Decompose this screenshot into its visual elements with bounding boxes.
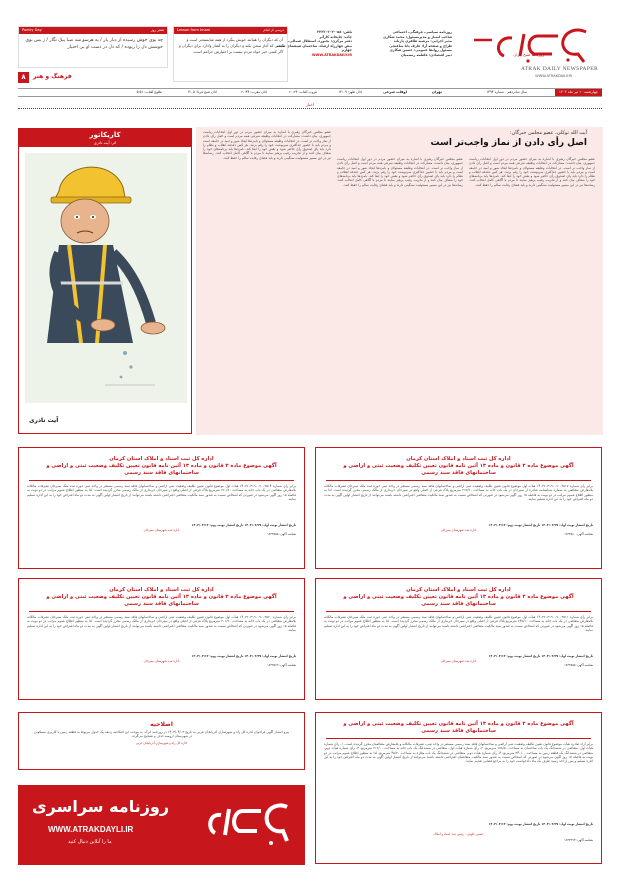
- correction-signer: اداره کل راه و شهرسازی آذربایجان غربی: [135, 740, 188, 745]
- owner-line: مدیر اجرایی: مرضیه طاهری پارتاند: [393, 39, 452, 44]
- caricature-caption: آیت نادری: [29, 417, 59, 424]
- imam-quote-label: درسی از امام: [263, 28, 284, 32]
- prayer-time: اذان ظهر: ۱۳:۰۹: [338, 90, 362, 94]
- interview-column-1: عضو مجلس خبرگان رهبری با اشاره به میزان حضور مردم در دور اول انتخابات ریاست جمهوری، بیان داشت: مشارکت در انتخابات وظیفه شرعی همه مردم است و اصل رأی دادن از نماز واجب تر است. در انتخابات وظیفه مسئولان و نامزدها ایجاد شور و امید در جامعه است و مردم باید با حضور حداکثری سرنوشت خود را رقم بزنند. هر کس دغدغه انقلاب و نظام را دارد باید پای صندوق رأی حاضر شود و نقش خود را ایفا کند. نامزدها باید برنامه‌های خود را شفاف بیان کنند و از تخریب رقیب پرهیز نمایند تا مردم با آگاهی کامل انتخاب کنند. رسانه‌ها نیز در این مسیر مسئولیت سنگینی دارند و باید فضای رقابت سالم را حفظ کنند.: [469, 157, 595, 187]
- prayer-label: اوقات شرعی: [383, 90, 407, 94]
- ad-body: برابر رأی شماره ۱۴۰۳۶۰۳۱۹۰۰۹۰۰۳۵۱۱ هیأت اول موضوع قانون تعیین تکلیف وضعیت ثبتی اراضی و ساختمانهای فاقد سند رسمی مستقر در واحد ثبتی حوزه ثبت ملک سیرجان تصرفات مالکانه بلامعارض متقاضی در یک باب خانه به مساحت ۲۴۵/۱۰ مترمربع پلاک فرعی از اصلی واقع در سیرجان خریداری از مالک رسمی محرز گردیده است. لذا به منظور اطلاع عموم مراتب در دو نوبت به فاصله ۱۵ روز آگهی می‌شود در صورتی که اشخاص نسبت به صدور سند مالکیت متقاضی اعتراضی داشته باشند می‌توانند از تاریخ انتشار اولین آگهی به مدت دو ماه اعتراض خود را به این اداره تسلیم نمایند.: [324, 615, 593, 632]
- owner-info: [360, 30, 452, 58]
- ad-rule: [326, 738, 591, 739]
- ad-code: شناسه آگهی: ۱۶۳۳۵۶۲: [267, 663, 296, 667]
- ad-notice: [315, 447, 602, 569]
- caricature-box: [18, 128, 192, 434]
- poem-label-en: Poetry Day: [22, 28, 42, 32]
- ad-signer: اداره ثبت شهرستان سیرجان: [440, 528, 477, 532]
- ad-signer: اداره ثبت شهرستان سیرجان: [440, 659, 477, 663]
- page-tag: [18, 72, 80, 83]
- ad-org: اداره کل ثبت اسناد و املاک استان کرمان: [406, 587, 511, 593]
- date-strip: [18, 88, 602, 97]
- caricature-header: [19, 129, 191, 147]
- contact-line: نبش چهارراه ارشاد، ساختمان شیشه‌ای طبقه چهارم: [276, 43, 352, 53]
- promo-slogan: ما را آنلاین دنبال کنید: [68, 839, 112, 845]
- date-city: تهران: [431, 90, 442, 94]
- logo-block: [464, 26, 602, 82]
- caricature-artist: اثر: آیت نادری: [93, 140, 117, 145]
- ad-org: اداره کل ثبت اسناد و املاک استان کرمان: [109, 587, 214, 593]
- date-issue: سال شانزدهم - شماره ۱۴۹۴: [486, 90, 527, 94]
- promo-banner: [18, 785, 305, 865]
- page-number: ۸: [18, 72, 29, 83]
- ad-notice: [18, 578, 305, 700]
- ad-dates: تاریخ انتشار نوبت اول: ۱۴۰۳/۰۳/۲۹ تاریخ انتشار نوبت دوم: ۱۴۰۳/۰۴/۱۳: [191, 523, 296, 527]
- prayer-time: اذان صبح فردا: ۴:۰۵: [188, 90, 217, 94]
- ad-rule: [326, 480, 591, 481]
- ad-dates: تاریخ انتشار نوبت اول: ۱۴۰۳/۰۳/۲۹ تاریخ انتشار نوبت دوم: ۱۴۰۳/۰۴/۱۳: [488, 654, 593, 658]
- prayer-time: طلوع آفتاب: ۵:۵۱: [136, 90, 162, 94]
- imam-quote-box: [173, 26, 288, 82]
- contact-line: چاپ: چاپخانه کارآثر: [319, 34, 352, 39]
- ad-notice: [315, 578, 602, 700]
- ad-body: برابر رأی شماره ۱۴۰۳۶۰۳۱۹۰۰۹۰۰۳۵۱۷ هیأت اول موضوع قانون تعیین تکلیف وضعیت ثبتی اراضی و ساختمانهای فاقد سند رسمی مستقر در واحد ثبتی حوزه ثبت ملک سیرجان تصرفات مالکانه بلامعارض متقاضی به شماره شناسنامه صادره از سیرجان در یک باب خانه به مساحت ۲۶۷/۶۰ مترمربع پلاک فرعی از اصلی واقع در سیرجان خریداری از مالک رسمی محرز گردیده است. لذا به منظور اطلاع عموم مراتب در دو نوبت به فاصله ۱۵ روز آگهی می‌شود در صورتی که اشخاص نسبت به صدور سند مالکیت متقاضی اعتراضی داشته باشند می‌توانند از تاریخ انتشار اولین آگهی به مدت دو ماه اعتراض خود را به این اداره تسلیم نمایند.: [324, 484, 593, 501]
- logo-subtitle: روزنامه صبح ایران: [513, 52, 544, 57]
- caricature-title: کاریکاتور: [89, 131, 121, 139]
- ad-title: آگهی موضوع ماده ۳ قانون و ماده ۱۳ آئین نامه قانون تعیین تکلیف وضعیت ثبتی و اراضی و ساختمانهای فاقد سند رسمی: [343, 721, 574, 734]
- ad-rule: [29, 480, 294, 481]
- interview-column-3: عضو مجلس خبرگان رهبری با اشاره به میزان حضور مردم در دور اول انتخابات ریاست جمهوری، بیان داشت: مشارکت در انتخابات وظیفه شرعی همه مردم است و اصل رأی دادن از نماز واجب تر است. در انتخابات وظیفه مسئولان و نامزدها ایجاد شور و امید در جامعه است و مردم باید با حضور حداکثری سرنوشت خود را رقم بزنند. هر کس دغدغه انقلاب و نظام را دارد باید پای صندوق رأی حاضر شود و نقش خود را ایفا کند. نامزدها باید برنامه‌های خود را شفاف بیان کنند و از تخریب رقیب پرهیز نمایند تا مردم با آگاهی کامل انتخاب کنند. رسانه‌ها نیز در این مسیر مسئولیت سنگینی دارند و باید فضای رقابت سالم را حفظ کنند.: [203, 130, 331, 160]
- ad-body: برابر آراء صادره هیأت موضوع قانون تعیین تکلیف وضعیت ثبتی اراضی و ساختمانهای فاقد سند رسمی مستقر در واحد ثبتی، تصرفات مالکانه و بلامعارض متقاضیان محرز گردیده است. ۱- رأی شماره هیأت اول، متقاضی در ششدانگ یک باب ساختمان به مساحت ۱۸۸/۵۰ مترمربع. ۲- رأی شماره هیأت اول، متقاضی در ششدانگ یک باب خانه به مساحت ۲۱۲/۰۰ مترمربع. ۳- رأی شماره هیأت دوم، متقاضی در ششدانگ یک قطعه زمین به مساحت ۳۴۰/۰۰ مترمربع. ۴- رأی شماره هیأت دوم، متقاضی در ششدانگ یک باب مغازه به مساحت ۴۵/۲۰ مترمربع. لذا به منظور اطلاع عموم مراتب در دو نوبت به فاصله ۱۵ روز آگهی می‌شود در صورتی که اشخاص نسبت به صدور سند مالکیت متقاضیان اعتراضی داشته باشند می‌توانند از تاریخ انتشار اولین آگهی به مدت دو ماه اعتراض خود را به این اداره تسلیم و پس از اخذ رسید ظرف یک ماه دادخواست خود را به مراجع قضایی تقدیم نمایند.: [324, 742, 594, 764]
- ad-rule: [29, 611, 294, 612]
- section-label: اخبار: [306, 102, 314, 107]
- ad-code: شناسه آگهی: ۱۶۳۳۵۵۵: [564, 663, 593, 667]
- interview-headline: اصل رأی دادن از نماز واجب‌تر است: [430, 138, 587, 148]
- ad-title: آگهی موضوع ماده ۳ قانون و ماده ۱۳ آئین نامه قانون تعیین تکلیف وضعیت ثبتی و اراضی و ساختمانهای فاقد سند رسمی: [343, 594, 574, 607]
- page-section: فرهنگ و هنر: [33, 73, 72, 80]
- owner-line: دبیر اقتصادی: فاطمه رستمیان: [400, 52, 452, 57]
- ad-code: شناسه آگهی: ۱۶۳۳۹۹۳: [564, 838, 593, 842]
- ad-body: برابر رأی شماره ۱۴۰۳۶۰۳۱۹۰۰۹۰۰۳۵۱۴ هیأت اول موضوع قانون تعیین تکلیف وضعیت ثبتی اراضی و ساختمانهای فاقد سند رسمی مستقر در واحد ثبتی حوزه ثبت ملک سیرجان تصرفات مالکانه بلامعارض متقاضی در یک باب خانه به مساحت ۲۲۰/۸۰ مترمربع پلاک فرعی از اصلی واقع در سیرجان خریداری از مالک رسمی محرز گردیده است. لذا به منظور اطلاع عموم مراتب در دو نوبت به فاصله ۱۵ روز آگهی می‌شود در صورتی که اشخاص نسبت به صدور سند مالکیت متقاضی اعتراضی داشته باشند می‌توانند از تاریخ انتشار اولین آگهی به مدت دو ماه اعتراض خود را به این اداره تسلیم نمایند.: [27, 484, 296, 501]
- ad-title: آگهی موضوع ماده ۳ قانون و ماده ۱۳ آئین نامه قانون تعیین تکلیف وضعیت ثبتی و اراضی و ساختمانهای فاقد سند رسمی: [46, 594, 277, 607]
- masthead: [18, 26, 602, 86]
- masthead-website[interactable]: WWW.ATRAKDAILY.IR: [535, 74, 572, 78]
- ad-org: اداره کل ثبت اسناد و املاک استان کرمان: [406, 456, 511, 462]
- owner-line: طراح و صفحه آرا: عارف یاتا ساعتچی: [389, 43, 452, 48]
- ad-title: آگهی موضوع ماده ۳ قانون و ماده ۱۳ آئین نامه قانون تعیین تکلیف وضعیت ثبتی و اراضی و ساختمانهای فاقد سند رسمی: [343, 463, 574, 476]
- imam-quote-text: آن که دیگران را همانند خویش بنگرد از همه شایسته‌تر است و کسی که آغاز سخن نکند و دیگران را به گفتار وادارد برای دیگران و اگر کسی خیر خواه مردم نیست بر اختیارش حرامم است.: [178, 37, 283, 54]
- correction-body: پیرو انتشار آگهی فراخوان اداره کل راه و شهرسازی آذربایجان غربی به تاریخ ۱۴۰۳/۰۴/۰۳ در روزنامه اترک، به موجب این اصلاحیه ردیف یک جدول مربوط به قطعه زمین با کاربری مسکونی در شهرستان ارومیه حذف و تصحیح می‌گردد.: [33, 730, 290, 739]
- imam-quote-header: [174, 27, 287, 34]
- prayer-time: غروب آفتاب: ۲۰:۲۳: [288, 90, 317, 94]
- paper-name-en: ATRAK DAILY NEWSPAPER: [520, 66, 598, 72]
- promo-big-text: روزنامه سراسری: [32, 797, 170, 816]
- ad-code: شناسه آگهی: ۱۶۳۳۵۵۸: [267, 532, 296, 536]
- interview-column-2: عضو مجلس خبرگان رهبری با اشاره به میزان حضور مردم در دور اول انتخابات ریاست جمهوری، بیان داشت: مشارکت در انتخابات وظیفه شرعی همه مردم است و اصل رأی دادن از نماز واجب تر است. در انتخابات وظیفه مسئولان و نامزدها ایجاد شور و امید در جامعه است و مردم باید با حضور حداکثری سرنوشت خود را رقم بزنند. هر کس دغدغه انقلاب و نظام را دارد باید پای صندوق رأی حاضر شود و نقش خود را ایفا کند. نامزدها باید برنامه‌های خود را شفاف بیان کنند و از تخریب رقیب پرهیز نمایند تا مردم با آگاهی کامل انتخاب کنند. رسانه‌ها نیز در این مسیر مسئولیت سنگینی دارند و باید فضای رقابت سالم را حفظ کنند.: [337, 157, 463, 187]
- poem-text: چه بوی خوش رسیده از دیار یار / به هرسو شد صبا پیک نگار / ز بس بوی خوشش دل را ربوده / که دل در دست او بی اختیار: [25, 38, 163, 51]
- imam-quote-label-en: Lesson from Imam: [177, 28, 211, 32]
- poem-header: [19, 27, 167, 34]
- section-rule: [18, 108, 602, 109]
- interview-kicker: آیت الله توکلی، عضو مجلس خبرگان:: [509, 130, 587, 136]
- contact-website[interactable]: WWW.ATRAKDAILY.IR: [311, 52, 352, 57]
- ad-signer: حسین جلوئی - رئیس ثبت اسناد و املاک: [433, 832, 484, 836]
- section-strip: [18, 102, 602, 110]
- owner-line: صاحب امتیاز و مدیرمسئول: محمد شکاری: [382, 34, 452, 39]
- news-panel: [196, 127, 603, 435]
- logo-emblem: [468, 26, 598, 66]
- contact-line: تلفن: ۰۵۸-۳۲۲۲۰۳۰۳: [317, 30, 352, 34]
- ad-title: آگهی موضوع ماده ۳ قانون و ماده ۱۳ آئین نامه قانون تعیین تکلیف وضعیت ثبتی و اراضی و ساختمانهای فاقد سند رسمی: [46, 463, 277, 476]
- ad-signer: اداره ثبت شهرستان سیرجان: [143, 528, 180, 532]
- ad-signer: اداره ثبت شهرستان سیرجان: [143, 659, 180, 663]
- contact-line: دفتر مرکزی: بجنورد، استقلال شمالی،: [288, 39, 352, 44]
- ad-dates: تاریخ انتشار نوبت اول: ۱۴۰۳/۰۳/۲۹ تاریخ انتشار نوبت دوم: ۱۴۰۳/۰۴/۱۳: [488, 822, 593, 826]
- caricature-illustration: [25, 153, 187, 403]
- ad-dates: تاریخ انتشار نوبت اول: ۱۴۰۳/۰۳/۲۹ تاریخ انتشار نوبت دوم: ۱۴۰۳/۰۴/۱۳: [191, 654, 296, 658]
- ad-notice-large: [315, 712, 602, 864]
- poem-label: شعر روز: [150, 28, 164, 32]
- date-weekday: چهارشنبه ۱۰ تیر ماه ۱۴۰۳: [555, 89, 602, 96]
- promo-logo: [203, 799, 295, 851]
- poem-box: [18, 26, 168, 68]
- correction-notice: [18, 712, 305, 770]
- ad-org: اداره کل ثبت اسناد و املاک استان کرمان: [109, 456, 214, 462]
- ad-dates: تاریخ انتشار نوبت اول: ۱۴۰۳/۰۳/۲۹ تاریخ انتشار نوبت دوم: ۱۴۰۳/۰۴/۱۳: [488, 523, 593, 527]
- ad-notice: [18, 447, 305, 569]
- owner-line: مسئول روابط عمومی: حسین شکاری: [389, 48, 452, 53]
- promo-website[interactable]: WWW.ATRAKDAYLI.IR: [48, 825, 134, 834]
- prayer-time: اذان مغرب: ۲۰:۴۴: [240, 90, 267, 94]
- ad-body: برابر رأی شماره ۱۴۰۳۶۰۳۱۹۰۰۹۰۰۳۵۲۰ هیأت اول موضوع قانون تعیین تکلیف وضعیت ثبتی اراضی و ساختمانهای فاقد سند رسمی مستقر در واحد ثبتی حوزه ثبت ملک سیرجان تصرفات مالکانه بلامعارض متقاضی در یک باب خانه به مساحت ۳۰۱/۲۰ مترمربع پلاک فرعی از اصلی واقع در سیرجان خریداری از مالک رسمی محرز گردیده است. لذا به منظور اطلاع عموم مراتب در دو نوبت به فاصله ۱۵ روز آگهی می‌شود در صورتی که اشخاص نسبت به صدور سند مالکیت متقاضی اعتراضی داشته باشند می‌توانند از تاریخ انتشار اولین آگهی به مدت دو ماه اعتراض خود را به این اداره تسلیم نمایند.: [27, 615, 296, 632]
- owner-line: روزنامه سیاسی، فرهنگی، اجتماعی: [392, 30, 452, 34]
- ad-code: شناسه آگهی: ۱۶۳۳۵۶۰: [564, 532, 593, 536]
- ad-rule: [326, 611, 591, 612]
- correction-title: اصلاحیه: [150, 721, 173, 728]
